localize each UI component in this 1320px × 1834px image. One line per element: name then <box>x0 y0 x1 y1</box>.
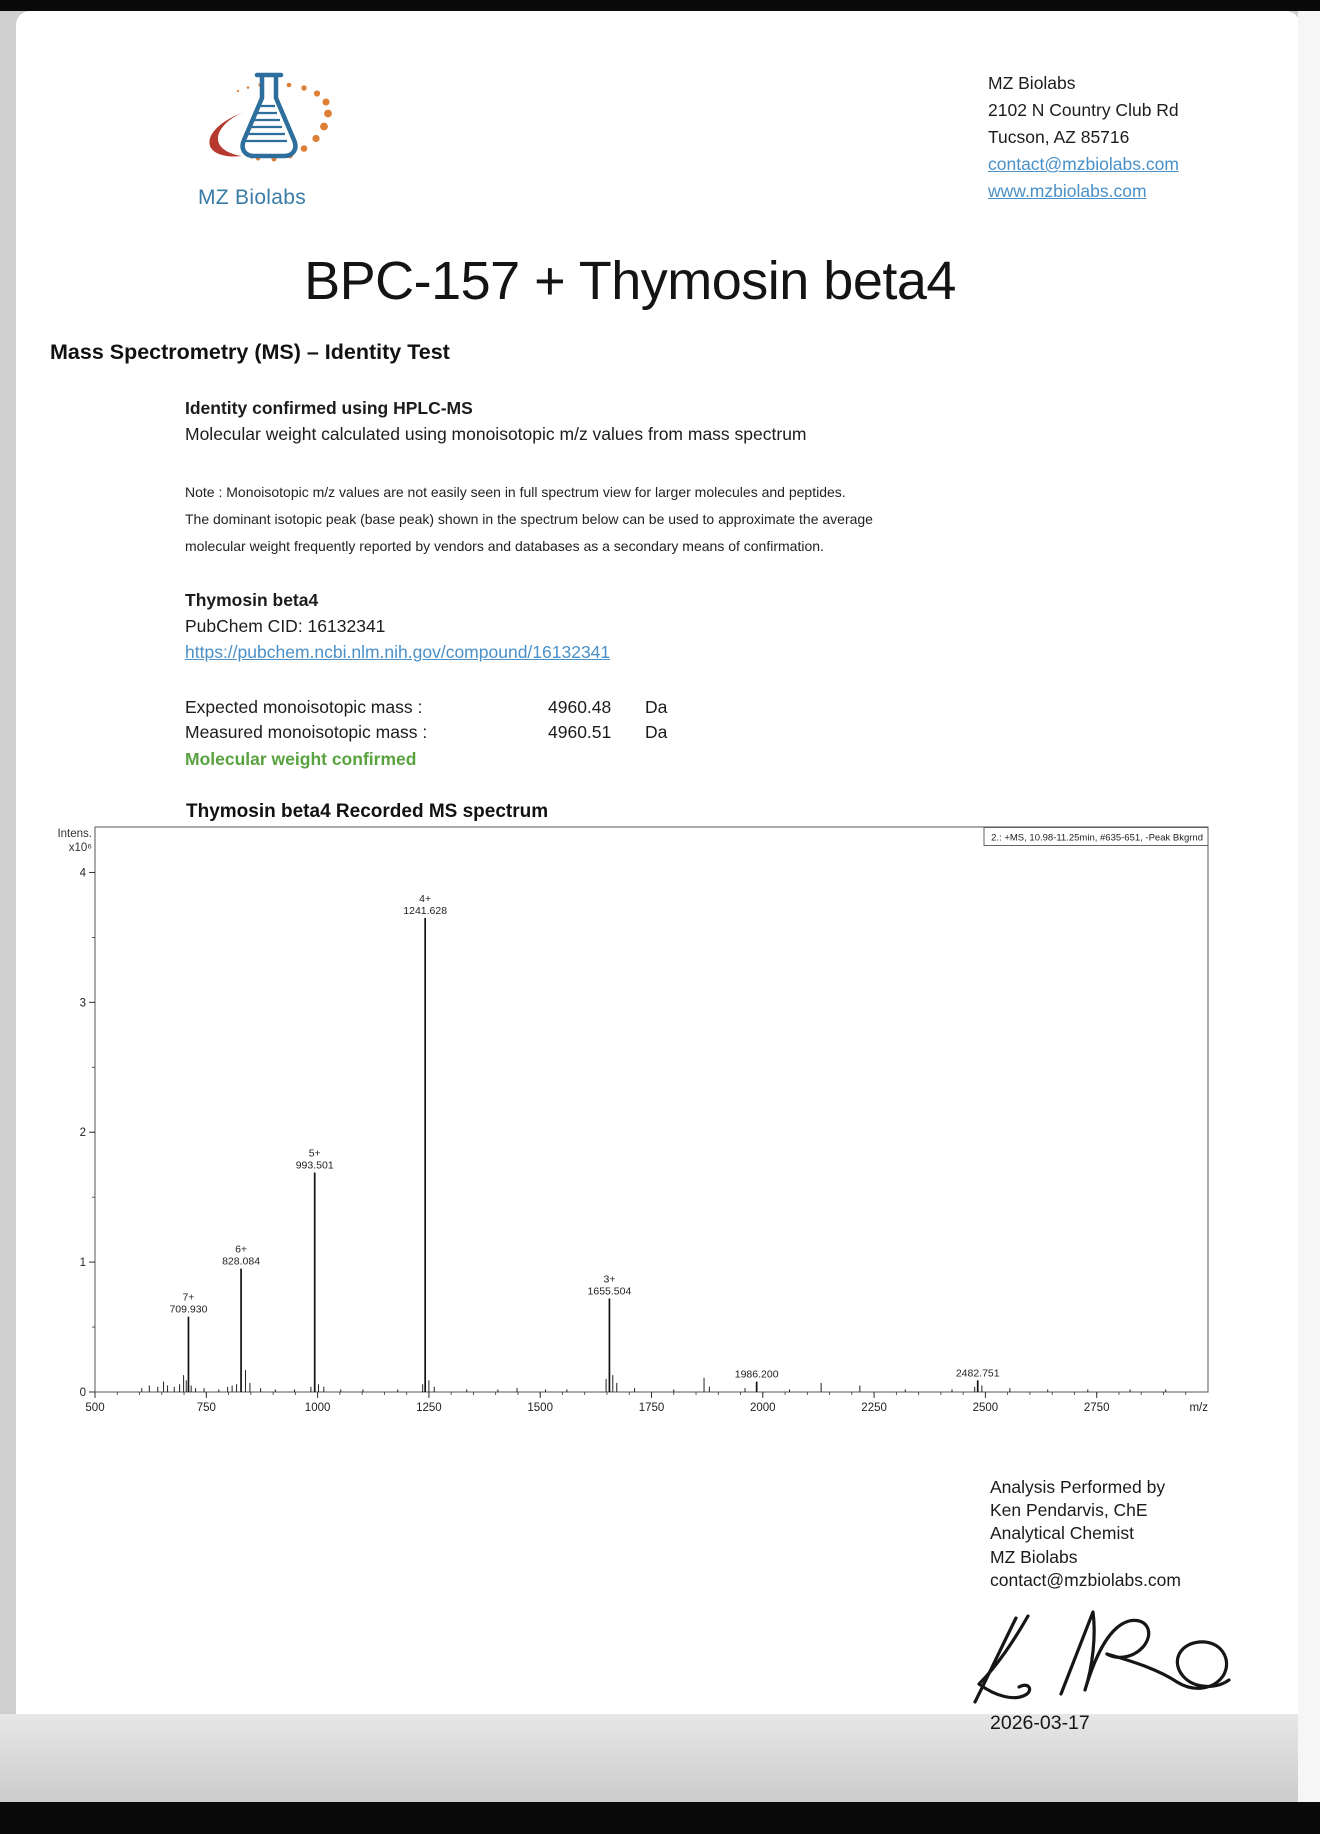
svg-text:2000: 2000 <box>750 1402 776 1414</box>
svg-text:2: 2 <box>79 1127 86 1140</box>
intensity-axis-scale: x10⁶ <box>68 842 92 854</box>
signature <box>935 1592 1235 1714</box>
spectrum-heading: Thymosin beta4 Recorded MS spectrum <box>186 801 549 822</box>
analyst-line: Analysis Performed by <box>990 1477 1166 1497</box>
page-bottom-band <box>0 1714 1320 1802</box>
analyst-email: contact@mzbiolabs.com <box>990 1569 1181 1590</box>
svg-text:3+: 3+ <box>603 1273 616 1286</box>
svg-text:5+: 5+ <box>308 1147 321 1160</box>
company-street: 2102 N Country Club Rd <box>988 100 1179 120</box>
pubchem-cid: PubChem CID: 16132341 <box>185 616 386 636</box>
svg-text:1000: 1000 <box>304 1402 331 1414</box>
analyst-name: Ken Pendarvis, ChE <box>990 1500 1148 1521</box>
measured-mass-row <box>185 722 745 746</box>
method-detail: Molecular weight calculated using monoisotopic m/z values from mass spectrum <box>185 424 807 444</box>
svg-text:500: 500 <box>85 1402 105 1414</box>
svg-text:1250: 1250 <box>416 1402 442 1414</box>
company-name: MZ Biolabs <box>988 73 1076 93</box>
svg-text:0: 0 <box>79 1387 86 1399</box>
measured-mass-unit: Da <box>645 722 668 742</box>
company-email-link[interactable]: contact@mzbiolabs.com <box>988 154 1179 174</box>
compound-name: Thymosin beta4 <box>185 590 319 610</box>
svg-text:1241.628: 1241.628 <box>403 904 448 917</box>
company-city: Tucson, AZ 85716 <box>988 127 1130 147</box>
svg-text:7+: 7+ <box>182 1291 195 1304</box>
svg-text:6+: 6+ <box>235 1243 248 1256</box>
expected-mass-unit: Da <box>645 697 668 717</box>
analyst-company: MZ Biolabs <box>990 1546 1078 1567</box>
scrollbar-track[interactable] <box>1298 11 1320 1802</box>
company-website-link[interactable]: www.mzbiolabs.com <box>988 181 1147 201</box>
method-statement: Identity confirmed using HPLC-MS <box>185 398 473 418</box>
svg-text:3: 3 <box>79 997 86 1010</box>
expected-mass-label: Expected monoisotopic mass : <box>185 697 423 717</box>
svg-text:750: 750 <box>196 1402 216 1414</box>
measured-mass-label: Measured monoisotopic mass : <box>185 722 428 742</box>
confirmation-status: Molecular weight confirmed <box>185 749 417 769</box>
analyst-block <box>990 1476 1270 1592</box>
svg-text:4+: 4+ <box>419 892 432 905</box>
pubchem-link[interactable]: https://pubchem.ncbi.nlm.nih.gov/compound/16132341 <box>185 642 611 662</box>
page-title: BPC-157 + Thymosin beta4 <box>304 251 956 311</box>
section-heading: Mass Spectrometry (MS) – Identity Test <box>50 340 450 364</box>
bottom-bar <box>0 1802 1320 1834</box>
note-line: Note : Monoisotopic m/z values are not easily seen in full spectrum view for larger molecules and peptides. <box>185 484 846 500</box>
logo-flask <box>243 75 296 156</box>
note-line: The dominant isotopic peak (base peak) shown in the spectrum below can be used to approximate the average <box>185 511 873 527</box>
svg-text:2750: 2750 <box>1083 1402 1110 1414</box>
intensity-axis-label: Intens. <box>57 828 92 840</box>
svg-text:2250: 2250 <box>861 1402 887 1414</box>
logo-red-swoosh <box>209 111 246 157</box>
measured-mass-value: 4960.51 <box>548 722 612 742</box>
svg-text:4: 4 <box>79 867 86 880</box>
note-line: molecular weight frequently reported by vendors and databases as a secondary means of confirmation. <box>185 538 824 554</box>
svg-text:1986.200: 1986.200 <box>734 1368 779 1381</box>
logo-wordmark: MZ Biolabs <box>198 186 307 209</box>
svg-text:2500: 2500 <box>972 1402 999 1414</box>
company-address-block <box>988 70 1238 205</box>
svg-text:709.930: 709.930 <box>169 1303 208 1316</box>
svg-text:1750: 1750 <box>638 1402 665 1414</box>
expected-mass-row <box>185 697 745 721</box>
expected-mass-value: 4960.48 <box>548 697 612 717</box>
svg-text:1655.504: 1655.504 <box>587 1285 632 1298</box>
svg-text:1: 1 <box>79 1257 86 1270</box>
svg-text:993.501: 993.501 <box>295 1159 334 1172</box>
svg-text:828.084: 828.084 <box>222 1255 261 1268</box>
svg-text:m/z: m/z <box>1189 1402 1208 1414</box>
analyst-title: Analytical Chemist <box>990 1523 1134 1544</box>
svg-text:2482.751: 2482.751 <box>955 1367 1000 1380</box>
top-bar <box>0 0 1320 11</box>
flask-logo-icon <box>196 64 346 188</box>
mass-spectrum-plot <box>40 818 1230 1418</box>
svg-text:2.: +MS, 10.98-11.25min, #635-: 2.: +MS, 10.98-11.25min, #635-651, -Peak Bkgrnd <box>991 832 1203 844</box>
analysis-date: 2026-03-17 <box>990 1712 1090 1734</box>
svg-text:1500: 1500 <box>527 1402 553 1414</box>
